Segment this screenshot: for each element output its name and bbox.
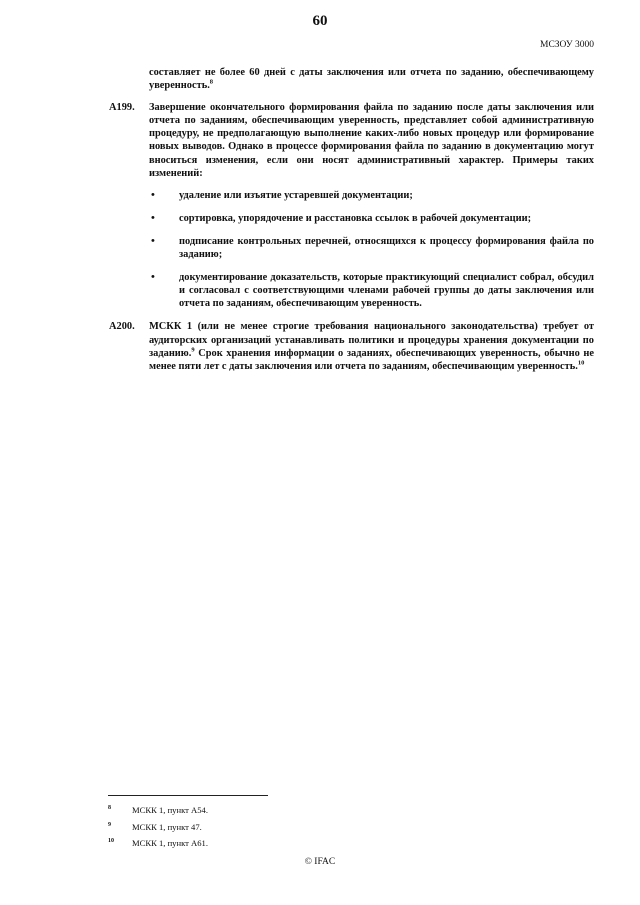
footnote-ref-8: 8	[209, 78, 214, 86]
paragraph-text: МСКК 1 (или не менее строгие требования национального законодательства) требует от аудиторских организаций устанавливать политики и процедуры хранения документации по заданию.	[149, 321, 594, 359]
list-item	[149, 235, 594, 261]
footnote	[108, 819, 508, 836]
footnote-mark: 8	[108, 805, 111, 811]
footnote-ref-9: 9	[191, 346, 195, 354]
paragraph-a199	[109, 101, 594, 180]
list-item	[149, 271, 594, 310]
bullet-icon: •	[151, 211, 155, 224]
copyright-notice: © IFAC	[304, 857, 336, 867]
footnote-ref-10: 10	[577, 359, 585, 367]
footnote-text: МСКК 1, пункт 47.	[132, 821, 202, 832]
continuation-paragraph	[109, 66, 594, 92]
list-item-text: документирование доказательств, которые практикующий специалист собрал, обсудил и согласовал с соответствующими членами рабочей группы до даты заключения или отчета по заданиям, обеспечивающим уверенность.	[179, 272, 594, 310]
bullet-icon: •	[151, 271, 155, 284]
footnote	[108, 802, 508, 819]
footnote-mark: 9	[108, 821, 111, 828]
paragraph-text-continued: Срок хранения информации о заданиях, обеспечивающих уверенность, обычно не менее пяти лет с даты заключения или отчета по заданиям, обеспечивающим уверенность.	[149, 347, 594, 372]
list-item-text: удаление или изъятие устаревшей документации;	[179, 189, 413, 201]
list-item	[149, 212, 594, 225]
document-code: МСЗОУ 3000	[540, 40, 594, 50]
bullet-icon: •	[151, 188, 155, 201]
bullet-icon: •	[151, 234, 155, 247]
paragraph-number: A199.	[109, 102, 135, 114]
footnote	[108, 835, 508, 852]
paragraph-number: A200.	[109, 321, 135, 333]
footnote-divider	[108, 795, 268, 796]
paragraph-a200	[109, 320, 594, 372]
continuation-text: составляет не более 60 дней с даты заключения или отчета по заданию, обеспечивающему уверенность.	[149, 67, 594, 92]
page-number: 60	[312, 13, 328, 29]
list-item-text: подписание контрольных перечней, относящихся к процессу формирования файла по заданию;	[179, 235, 594, 261]
list-item-text: сортировка, упорядочение и расстановка ссылок в рабочей документации;	[179, 212, 532, 224]
footnotes	[108, 802, 508, 852]
footnote-text: МСКК 1, пункт A54.	[132, 805, 208, 815]
main-text	[109, 66, 594, 373]
paragraph-text: Завершение окончательного формирования файла по заданию после даты заключения или отчета по заданиям, обеспечивающим уверенность, представляет собой административную процедуру, не предполагающую выполнение каких-либо новых процедур или формирование новых выводов. Однако в процессе формирования файла по заданию в документацию могут вноситься изменения, если они носят административный характер. Примеры таких изменений:	[149, 102, 594, 179]
footnote-mark: 10	[108, 838, 114, 844]
examples-list	[109, 189, 594, 311]
footnote-text: МСКК 1, пункт A61.	[132, 838, 208, 848]
list-item	[149, 189, 594, 202]
